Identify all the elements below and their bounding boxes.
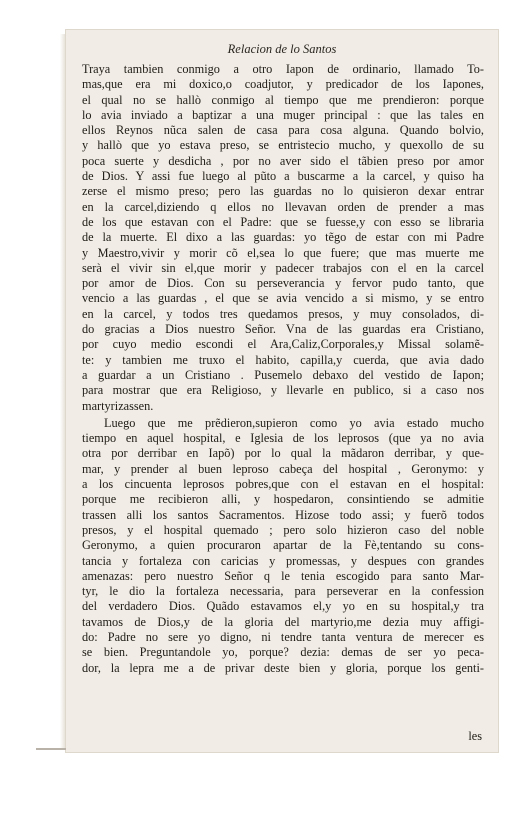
text-line: do gracias a Dios nuestro Señor. Vna de las guardas era Cristiano, [82, 322, 484, 337]
text-line: mar, y prender al buen leproso cabeça del hospital , Geronymo: y [82, 461, 484, 476]
book-page [66, 30, 498, 752]
text-line: poca suerte y desdicha , por no aver sido el tãbien preso por amor [82, 153, 484, 168]
text-line: por cuyo medio escondi el Ara,Caliz,Corporales,y Missal solamẽ- [82, 337, 484, 352]
text-line: y Maestro,vivir y morir cõ el,sea lo que fuere; que mas muerte me [82, 245, 484, 260]
scan-edge-mark [36, 748, 66, 750]
text-line: por amor de Dios. Con su perseverancia y fervor pudo tanto, que [82, 276, 484, 291]
text-line: de la muerte. El dixo a las guardas: yo tẽgo de estar con mi Padre [82, 230, 484, 245]
text-line: trassen alli los santos Sacramentos. Hizose todo assi; y fuerõ todos [82, 507, 484, 522]
catchword: les [468, 729, 482, 743]
text-line: zerse el mismo preso; pero las guardas no lo quisieron dexar entrar [82, 184, 484, 199]
text-line: mas,que era mi doxico,o coadjutor, y predicador de los Iapones, [82, 77, 484, 92]
text-line: en la carcel, y todos tres quedamos presos, y muy consolados, di- [82, 306, 484, 321]
text-line: serà el vivir sin el,que morir y padecer trabajos con el en la carcel [82, 260, 484, 275]
paragraph [82, 62, 484, 414]
text-line: do: Padre no sere yo digno, ni tendre tanta ventura de merecer es [82, 629, 484, 644]
text-line: martyrizassen. [82, 398, 154, 413]
text-line: a guardar a un Cristiano . Pusemelo debaxo del vestido de Iapon; [82, 367, 484, 382]
text-line: tancia y fortaleza con caricias y promessas, y despues con grandes [82, 553, 484, 568]
text-line: dor, la lepra me a de privar deste bien y gloria, porque los genti- [82, 660, 484, 675]
text-line: otra por derribar en Iapõ) por lo qual la mãdaron derribar, y que- [82, 446, 484, 461]
text-line: de Dios. Y assi fue luego al pũto a buscarme a la carcel, y quiso ha [82, 169, 484, 184]
text-line: porque me recibieron alli, y hospedaron, consintiendo se admitie [82, 492, 484, 507]
text-line: de los que estavan con el Padre: que se fuesse,y con esso se libraria [82, 214, 484, 229]
text-line: Geronymo, a quien procuraron apartar de la Fè,tentando su cons- [82, 538, 484, 553]
body-text [82, 62, 484, 676]
text-line: y hallò que yo estava preso, se entristecio mucho, y quexollo de su [82, 138, 484, 153]
text-line: tavamos de Dios,y de la gloria del martyrio,me dezia muy affigi- [82, 614, 484, 629]
text-line: lo avia inviado a baptizar a una muger principal : que las tales en [82, 107, 484, 122]
running-header: Relacion de lo Santos [227, 42, 337, 56]
text-line: tyr, le dio la fortaleza necessaria, para perseverar en la confession [82, 584, 484, 599]
text-line: a los cincuenta leprosos pobres,que con el estavan en el hospital: [82, 477, 484, 492]
paragraph [82, 416, 484, 676]
text-line: en la carcel,diziendo q ellos no llevavan orden de prender a mas [82, 199, 484, 214]
text-line: Luego que me prẽdieron,supieron como yo avia estado mucho [104, 415, 484, 430]
text-line: ellos Reynos nũca salen de casa para cosa alguna. Quando bolvio, [82, 123, 484, 138]
text-line: Traya tambien conmigo a otro Iapon de ordinario, llamado To- [82, 62, 484, 76]
text-line: para mostrar que era Religioso, y llevarle en publico, si a caso nos [82, 383, 484, 398]
text-line: presos, y el hospital quemado ; pero solo hizieron caso del noble [82, 522, 484, 537]
text-line: se bien. Preguntandole yo, porque? dezia: demas de ser yo peca- [82, 645, 484, 660]
text-line: amenazas: pero nuestro Señor q le tenia escogido para santo Mar- [82, 568, 484, 583]
text-line: del verdadero Dios. Quãdo estavamos el,y yo en su hospital,y tra [82, 599, 484, 614]
text-line: tiempo en aquel hospital, e Iglesia de los leprosos (que ya no avia [82, 431, 484, 446]
text-line: vencio a las guardas , el que se avia vencido a si mismo, y se entro [82, 291, 484, 306]
text-line: el qual no se hallò conmigo al tiempo que me prendieron: porque [82, 92, 484, 107]
text-line: te: y tambien me truxo el habito, capilla,y cuerda, que avia dado [82, 352, 484, 367]
